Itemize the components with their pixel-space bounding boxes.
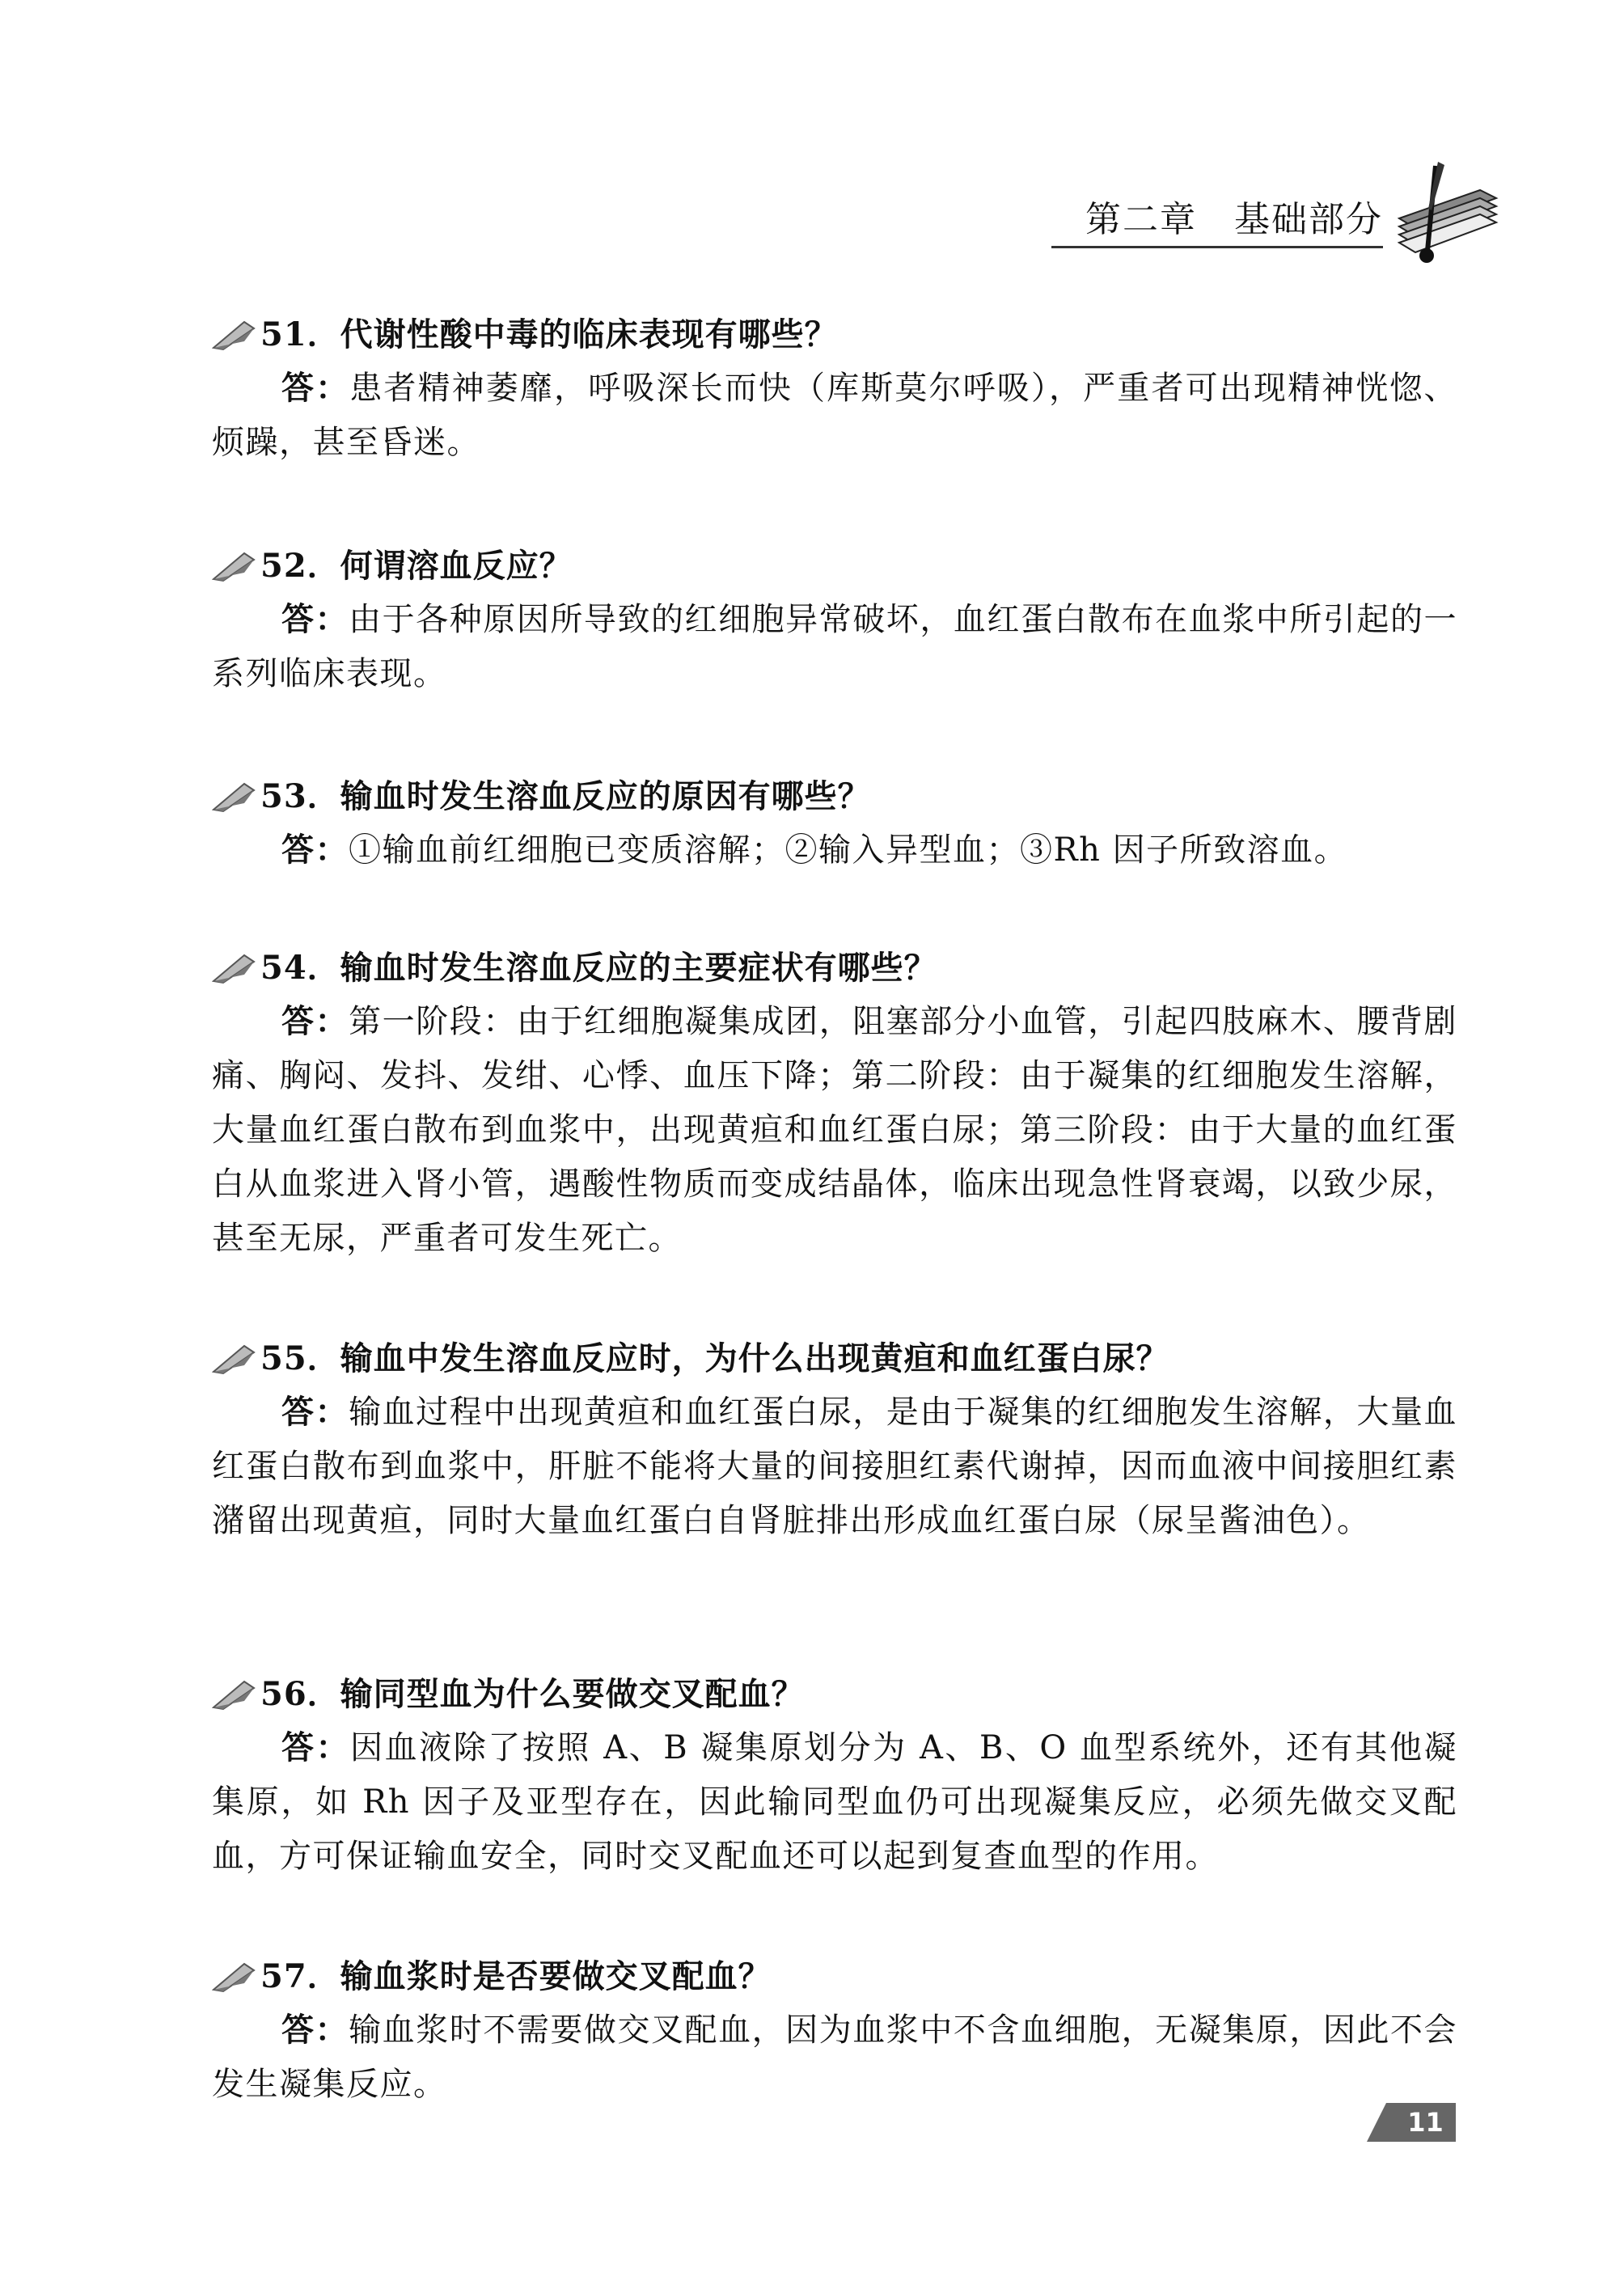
- chapter-title: 第二章 基础部分: [1085, 199, 1383, 240]
- answer-label: 答：: [281, 1728, 351, 1766]
- question-title: 53．输血时发生溶血反应的原因有哪些？: [260, 777, 871, 815]
- pencil-icon: [212, 1341, 257, 1375]
- answer-text: 答：因血液除了按照 A、B 凝集原划分为 A、B、O 血型系统外，还有其他凝集原，如 Rh 因子及亚型存在，因此输同型血仍可出现凝集反应，必须先做交叉配血，方可保证输血安全，同时交叉配血还可以起到复查血型的作用。: [212, 1728, 1458, 1875]
- pencil-icon: [212, 317, 257, 351]
- pencil-icon: [212, 548, 257, 582]
- answer-label: 答：: [281, 2011, 349, 2049]
- pencil-icon: [212, 779, 257, 813]
- qa-block-54: [212, 942, 1457, 1266]
- question-title: 54．输血时发生溶血反应的主要症状有哪些？: [260, 949, 937, 987]
- answer-label: 答：: [281, 600, 349, 638]
- qa-block-51: [212, 309, 1457, 470]
- pencil-icon: [212, 1959, 257, 1993]
- qa-block-53: [212, 771, 1457, 878]
- running-header: [1051, 190, 1383, 248]
- qa-block-55: [212, 1333, 1457, 1548]
- answer-text: 答：第一阶段：由于红细胞凝集成团，阻塞部分小血管，引起四肢麻木、腰背剧痛、胸闷、发抖、发绀、心悸、血压下降；第二阶段：由于凝集的红细胞发生溶解，大量血红蛋白散布到血浆中，出现黄疸和血红蛋白尿；第三阶段：由于大量的血红蛋白从血浆进入肾小管，遇酸性物质而变成结晶体，临床出现急性肾衰竭，以致少尿，甚至无尿，严重者可发生死亡。: [212, 1002, 1458, 1257]
- answer-label: 答：: [281, 1002, 349, 1040]
- header-rule: [1051, 246, 1383, 248]
- answer-text: 答：输血过程中出现黄疸和血红蛋白尿，是由于凝集的红细胞发生溶解，大量血红蛋白散布到血浆中，肝脏不能将大量的间接胆红素代谢掉，因而血液中间接胆红素潴留出现黄疸，同时大量血红蛋白自肾脏排出形成血红蛋白尿（尿呈酱油色）。: [212, 1393, 1458, 1539]
- question-title: 51．代谢性酸中毒的临床表现有哪些？: [260, 315, 838, 353]
- question-title: 55．输血中发生溶血反应时，为什么出现黄疸和血红蛋白尿？: [260, 1339, 1169, 1377]
- answer-label: 答：: [281, 831, 349, 869]
- qa-block-52: [212, 540, 1457, 701]
- answer-text: 答：患者精神萎靡，呼吸深长而快（库斯莫尔呼吸），严重者可出现精神恍惚、烦躁，甚至昏迷。: [212, 369, 1457, 461]
- answer-text: 答：由于各种原因所导致的红细胞异常破坏，血红蛋白散布在血浆中所引起的一系列临床表现。: [212, 600, 1458, 692]
- qa-block-56: [212, 1669, 1457, 1884]
- pencil-icon: [212, 950, 257, 984]
- answer-text: 答：①输血前红细胞已变质溶解；②输入异型血；③Rh 因子所致溶血。: [281, 831, 1348, 869]
- question-title: 56．输同型血为什么要做交叉配血？: [260, 1675, 805, 1713]
- answer-label: 答：: [281, 1393, 349, 1431]
- question-title: 52．何谓溶血反应？: [260, 547, 573, 585]
- answer-label: 答：: [281, 369, 350, 407]
- qa-block-57: [212, 1951, 1457, 2112]
- page-number: 11: [1407, 2107, 1444, 2138]
- answer-text: 答：输血浆时不需要做交叉配血，因为血浆中不含血细胞，无凝集原，因此不会发生凝集反应。: [212, 2011, 1458, 2103]
- pencil-icon: [212, 1677, 257, 1711]
- book-quill-icon: [1391, 162, 1504, 267]
- question-title: 57．输血浆时是否要做交叉配血？: [260, 1957, 772, 1995]
